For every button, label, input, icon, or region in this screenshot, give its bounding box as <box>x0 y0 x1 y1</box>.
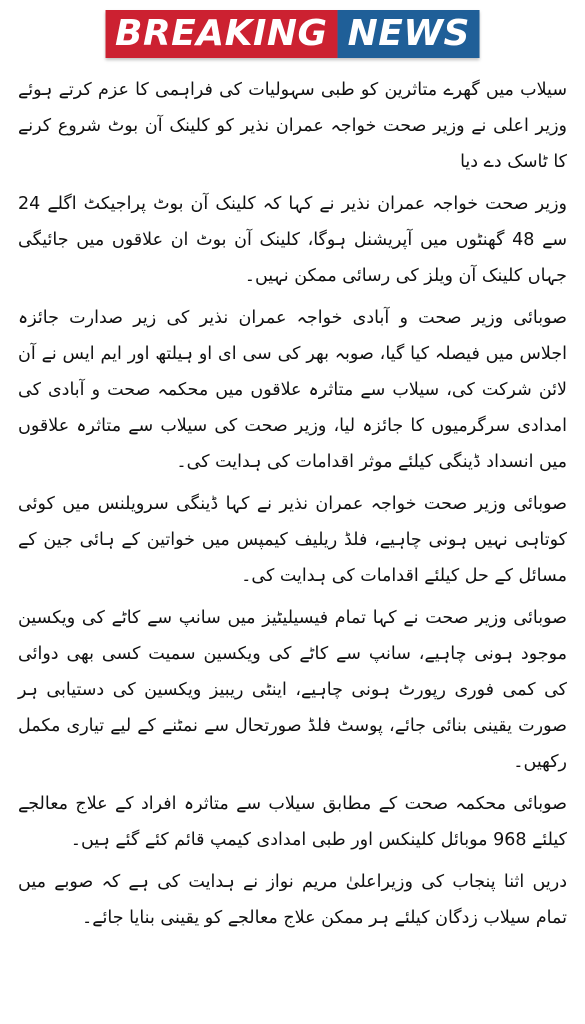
banner-breaking-word: BREAKING <box>105 10 338 58</box>
paragraph-2: وزیر صحت خواجہ عمران نذیر نے کہا کہ کلینک آن بوٹ پراجیکٹ اگلے 24 سے 48 گھنٹوں میں آپریشنل ہوگا، کلینک آن بوٹ ان علاقوں میں جائیگی جہاں کلینک آن ویلز کی رسائی ممکن نہیں۔ <box>18 194 568 286</box>
paragraph-5: صوبائی وزیر صحت نے کہا تمام فیسیلیٹیز میں سانپ سے کاٹے کی ویکسین موجود ہونی چاہیے، سانپ سے کاٹے کی ویکسین سمیت کسی بھی دوائی کی کمی فوری رپورٹ ہونی چاہیے، اینٹی ریبیز ویکسین کی دستیابی ہر صورت یقینی بنائی جائے، پوسٹ فلڈ صورتحال سے نمٹنے کے لیے تیاری مکمل رکھیں۔ <box>18 608 567 772</box>
breaking-news-banner <box>105 10 480 58</box>
paragraph-6: صوبائی محکمہ صحت کے مطابق سیلاب سے متاثرہ افراد کے علاج معالجے کیلئے 968 موبائل کلینکس اور طبی امدادی کیمپ قائم کئے گئے ہیں۔ <box>18 794 567 850</box>
paragraph-1: سیلاب میں گھرے متاثرین کو طبی سہولیات کی فراہمی کا عزم کرتے ہوئے وزیر اعلی نے وزیر صحت خواجہ عمران نذیر کو کلینک آن بوٹ شروع کرنے کا ٹاسک دے دیا <box>18 80 567 172</box>
paragraph-7: دریں اثنا پنجاب کی وزیراعلیٰ مریم نواز نے ہدایت کی ہے کہ صوبے میں تمام سیلاب زدگان کیلئے ہر ممکن علاج معالجے کو یقینی بنایا جائے۔ <box>18 872 567 928</box>
news-article <box>18 72 567 942</box>
paragraph-4: صوبائی وزیر صحت خواجہ عمران نذیر نے کہا ڈینگی سرویلنس میں کوئی کوتاہی نہیں ہونی چاہیے، فلڈ ریلیف کیمپس میں خواتین کے ہائی جین کے مسائل کے حل کیلئے اقدامات کی ہدایت کی۔ <box>18 494 567 586</box>
banner-news-word: NEWS <box>338 10 480 58</box>
paragraph-3: صوبائی وزیر صحت و آبادی خواجہ عمران نذیر کی زیر صدارت جائزہ اجلاس میں فیصلہ کیا گیا، صوبہ بھر کی سی ای او ہیلتھ اور ایم ایس نے آن لائن شرکت کی، سیلاب سے متاثرہ علاقوں میں محکمہ صحت و آبادی کی امدادی سرگرمیوں کا جائزہ لیا، وزیر صحت کی سیلاب سے متاثرہ علاقوں میں انسداد ڈینگی کیلئے موثر اقدامات کی ہدایت کی۔ <box>18 308 567 472</box>
